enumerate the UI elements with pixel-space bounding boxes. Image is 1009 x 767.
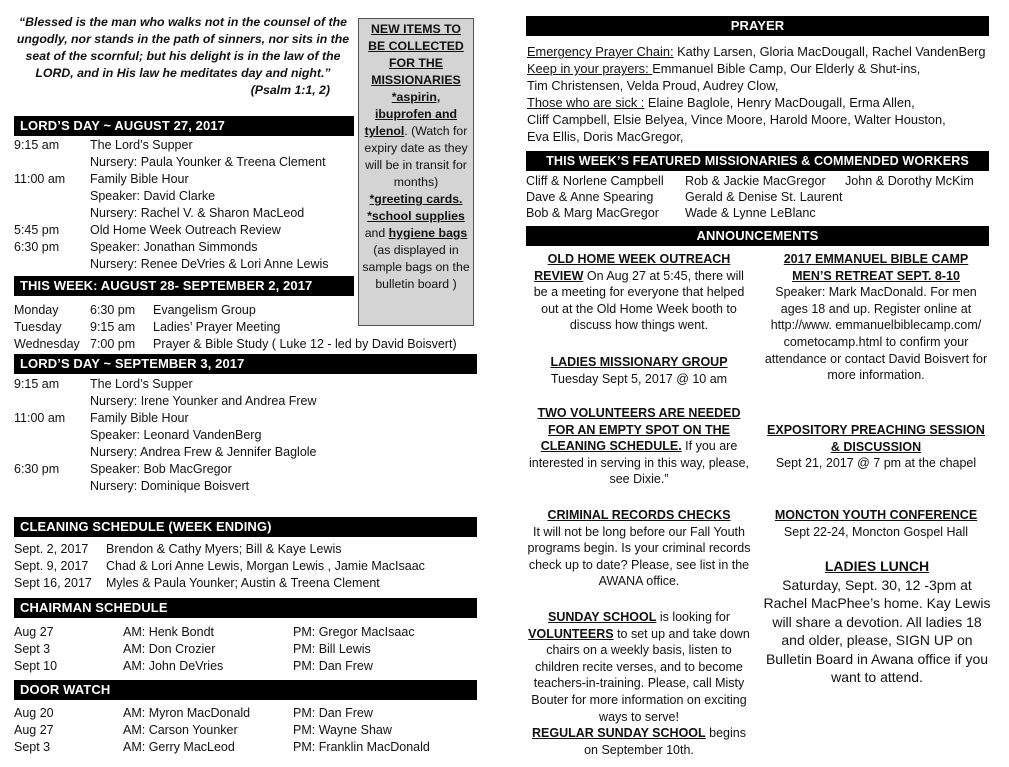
cleaning-row-cell-1: Sept. 9, 2017 (14, 559, 89, 573)
keep-in-prayers-label: Keep in your prayers: (527, 61, 653, 76)
chairman-row-cell-2: AM: John DeVries (123, 659, 224, 673)
announcement-old-home-week (528, 251, 750, 334)
announcement-bible-camp (764, 251, 988, 384)
sunday-school-mid: is looking for (656, 610, 730, 624)
schedule-row-cell-1: 9:15 am (14, 377, 60, 391)
missionaries-header: THIS WEEK’S FEATURED MISSIONARIES & COMMENDED WORKERS (526, 151, 989, 171)
missionary-name: Wade & Lynne LeBlanc (685, 206, 816, 220)
bible-camp-heading: 2017 EMMANUEL BIBLE CAMP MEN’S RETREAT SEPT. 8-10 (783, 252, 969, 283)
schedule-row-cell-1: 11:00 am (14, 411, 66, 425)
new-item-medicine-note: . (Watch for expiry date as they will be in transit for months) (364, 124, 468, 189)
ladies-lunch-heading: LADIES LUNCH (824, 558, 930, 574)
prayer-list (527, 43, 997, 145)
schedule-row-cell-2: Speaker: Jonathan Simmonds (90, 240, 258, 254)
week-row-cell-1: Monday (14, 303, 59, 317)
schedule-row-cell-2: Speaker: David Clarke (90, 189, 216, 203)
schedule-row-cell-2: The Lord’s Supper (90, 377, 193, 391)
chairman-row-cell-1: Sept 10 (14, 659, 58, 673)
announcement-youth-conference (764, 507, 988, 540)
schedule-row-cell-2: Nursery: Rachel V. & Sharon MacLeod (90, 206, 305, 220)
sunday-school-body: to set up and take down chairs on a weekly basis, listen to children recite verses, and to become teachers-in-training. Please, call Misty Bouter for more information on exciting ways to serve! (531, 626, 750, 724)
chairman-row-cell-1: Aug 27 (14, 625, 54, 639)
missionary-name: Gerald & Denise St. Laurent (685, 190, 843, 204)
missionary-name: Bob & Marg MacGregor (526, 206, 659, 220)
door-watch-row-cell-2: AM: Gerry MacLeod (123, 740, 235, 754)
schedule-row-cell-2: Nursery: Andrea Frew & Jennifer Baglole (90, 445, 317, 459)
lords-day-aug27-header: LORD’S DAY ~ AUGUST 27, 2017 (14, 116, 354, 136)
new-items-title: NEW ITEMS TO BE COLLECTED FOR THE MISSIONARIES (368, 22, 464, 87)
announcement-ladies-missionary-group (528, 354, 750, 387)
verse-text: “Blessed is the man who walks not in the counsel of the ungodly, nor stands in the path of sinners, nor sits in the seat of the scornful; but his delight is in the law of the LORD, and in His law he meditates day and night.” (16, 15, 350, 80)
this-week-header: THIS WEEK: AUGUST 28- SEPTEMBER 2, 2017 (14, 276, 354, 296)
criminal-records-body: It will not be long before our Fall Youth programs begin. Is your criminal records check up to date? Please, see list in the AWANA office. (527, 524, 751, 589)
announcement-expository-preaching (764, 422, 988, 472)
door-watch-row-cell-1: Aug 20 (14, 706, 54, 720)
lords-day-sep3-header: LORD’S DAY ~ SEPTEMBER 3, 2017 (14, 354, 477, 374)
new-item-hygiene-note: (as displayed in sample bags on the bulletin board ) (362, 243, 470, 291)
ladies-missionary-body: Tuesday Sept 5, 2017 @ 10 am (550, 371, 728, 386)
door-watch-header: DOOR WATCH (14, 680, 477, 700)
schedule-row-cell-1: 5:45 pm (14, 223, 60, 237)
missionary-name: John & Dorothy McKim (845, 174, 974, 188)
prayer-header: PRAYER (526, 16, 989, 36)
chairman-row-cell-2: AM: Don Crozier (123, 642, 216, 656)
schedule-row-cell-2: Nursery: Paula Younker & Treena Clement (90, 155, 326, 169)
emergency-chain-label: Emergency Prayer Chain: (527, 44, 674, 59)
door-watch-row-cell-1: Sept 3 (14, 740, 51, 754)
schedule-row-cell-2: Family Bible Hour (90, 411, 189, 425)
week-row-cell-2: 9:15 am (90, 320, 136, 334)
cleaning-row-cell-2: Chad & Lori Anne Lewis, Morgan Lewis , Jamie MacIsaac (106, 559, 425, 573)
keep-in-prayers-names-2: Tim Christensen, Velda Proud, Audrey Clow, (527, 78, 779, 93)
missionary-name: Cliff & Norlene Campbell (526, 174, 664, 188)
missionary-name: Dave & Anne Spearing (526, 190, 654, 204)
new-items-and: and (364, 226, 386, 240)
new-items-box (358, 18, 474, 326)
week-row-cell-1: Tuesday (14, 320, 62, 334)
schedule-row-cell-2: Family Bible Hour (90, 172, 189, 186)
announcement-volunteers (528, 405, 750, 488)
new-item-school-supplies: *school supplies (367, 209, 465, 223)
chairman-row-cell-3: PM: Dan Frew (293, 659, 373, 673)
criminal-records-heading: CRIMINAL RECORDS CHECKS (547, 508, 731, 522)
ladies-missionary-heading: LADIES MISSIONARY GROUP (550, 355, 728, 369)
schedule-row-cell-2: Nursery: Irene Younker and Andrea Frew (90, 394, 317, 408)
expository-heading: EXPOSITORY PREACHING SESSION & DISCUSSION (767, 423, 985, 454)
door-watch-row-cell-2: AM: Myron MacDonald (123, 706, 251, 720)
announcement-criminal-records (524, 507, 754, 590)
keep-in-prayers-names: Emmanuel Bible Camp, Our Elderly & Shut-ins, (652, 61, 921, 76)
chairman-row-cell-3: PM: Bill Lewis (293, 642, 371, 656)
ladies-lunch-body: Saturday, Sept. 30, 12 -3pm at Rachel MacPhee’s home. Kay Lewis will share a devotion. All ladies 18 and older, please, SIGN UP on Bulletin Board in Awana office if you want to attend. (763, 576, 991, 685)
youth-conference-body: Sept 22-24, Moncton Gospel Hall (783, 524, 969, 539)
missionary-name: Rob & Jackie MacGregor (685, 174, 826, 188)
sick-names: Elaine Baglole, Henry MacDougall, Erma Allen, (644, 95, 915, 110)
week-row-cell-3: Prayer & Bible Study ( Luke 12 - led by David Boisvert) (153, 337, 457, 351)
volunteers-body: If you are interested in serving in this way, please, see Dixie.” (528, 439, 750, 487)
schedule-row-cell-2: Speaker: Leonard VandenBerg (90, 428, 262, 442)
sunday-school-heading: SUNDAY SCHOOL (547, 610, 657, 624)
announcement-sunday-school (528, 609, 750, 758)
chairman-schedule-header: CHAIRMAN SCHEDULE (14, 598, 477, 618)
youth-conference-heading: MONCTON YOUTH CONFERENCE (774, 508, 978, 522)
psalm-verse (16, 14, 350, 99)
door-watch-row-cell-2: AM: Carson Younker (123, 723, 238, 737)
schedule-row-cell-2: The Lord’s Supper (90, 138, 193, 152)
week-row-cell-2: 7:00 pm (90, 337, 136, 351)
chairman-row-cell-3: PM: Gregor MacIsaac (293, 625, 415, 639)
door-watch-row-cell-1: Aug 27 (14, 723, 54, 737)
schedule-row-cell-2: Nursery: Dominique Boisvert (90, 479, 250, 493)
chairman-row-cell-1: Sept 3 (14, 642, 51, 656)
sick-names-2: Cliff Campbell, Elsie Belyea, Vince Moore, Harold Moore, Walter Houston, (527, 112, 946, 127)
cleaning-row-cell-1: Sept. 2, 2017 (14, 542, 89, 556)
sick-label: Those who are sick : (527, 95, 645, 110)
chairman-row-cell-2: AM: Henk Bondt (123, 625, 215, 639)
cleaning-schedule-header: CLEANING SCHEDULE (WEEK ENDING) (14, 517, 477, 537)
schedule-row-cell-2: Speaker: Bob MacGregor (90, 462, 232, 476)
regular-sunday-school-heading: REGULAR SUNDAY SCHOOL (532, 726, 706, 741)
bible-camp-body: Speaker: Mark MacDonald. For men ages 18 and up. Register online at http://www. emmanuelbiblecamp.com/ cometocamp.html to confirm your attendance or contact David Boisvert for more information. (764, 285, 988, 383)
emergency-chain-names: Kathy Larsen, Gloria MacDougall, Rachel VandenBerg (673, 44, 986, 59)
schedule-row-cell-1: 11:00 am (14, 172, 66, 186)
week-row-cell-3: Ladies’ Prayer Meeting (153, 320, 281, 334)
door-watch-row-cell-3: PM: Franklin MacDonald (293, 740, 430, 754)
week-row-cell-2: 6:30 pm (90, 303, 136, 317)
sick-names-3: Eva Ellis, Doris MacGregor, (527, 129, 684, 144)
new-item-cards: *greeting cards. (369, 192, 463, 206)
cleaning-row-cell-2: Brendon & Cathy Myers; Bill & Kaye Lewis (106, 542, 342, 556)
expository-body: Sept 21, 2017 @ 7 pm at the chapel (775, 456, 977, 471)
regular-sunday-school-body: begins on September 10th. (584, 726, 746, 757)
week-row-cell-1: Wednesday (14, 337, 80, 351)
schedule-row-cell-1: 6:30 pm (14, 240, 60, 254)
week-row-cell-3: Evangelism Group (153, 303, 256, 317)
door-watch-row-cell-3: PM: Wayne Shaw (293, 723, 392, 737)
new-items-body (362, 89, 470, 293)
announcement-ladies-lunch (760, 557, 994, 687)
new-item-medicine: *aspirin, ibuprofen and tylenol (364, 90, 457, 138)
schedule-row-cell-1: 6:30 pm (14, 462, 60, 476)
door-watch-row-cell-3: PM: Dan Frew (293, 706, 373, 720)
schedule-row-cell-1: 9:15 am (14, 138, 60, 152)
schedule-row-cell-2: Old Home Week Outreach Review (90, 223, 281, 237)
cleaning-row-cell-2: Myles & Paula Younker; Austin & Treena Clement (106, 576, 380, 590)
announcements-header: ANNOUNCEMENTS (526, 226, 989, 246)
cleaning-row-cell-1: Sept 16, 2017 (14, 576, 92, 590)
volunteers-heading: TWO VOLUNTEERS ARE NEEDED FOR AN EMPTY SPOT ON THE CLEANING SCHEDULE. (537, 406, 741, 454)
old-home-week-heading: OLD HOME WEEK OUTREACH REVIEW (534, 252, 731, 283)
schedule-row-cell-2: Nursery: Renee DeVries & Lori Anne Lewis (90, 257, 329, 271)
old-home-week-body: On Aug 27 at 5:45, there will be a meeting for everyone that helped out at the Old Home Week booth to discuss how things went. (533, 268, 745, 333)
new-item-hygiene: hygiene bags (388, 226, 468, 240)
verse-reference: (Psalm 1:1, 2) (250, 83, 330, 97)
sunday-school-volunteers: VOLUNTEERS (528, 626, 614, 641)
